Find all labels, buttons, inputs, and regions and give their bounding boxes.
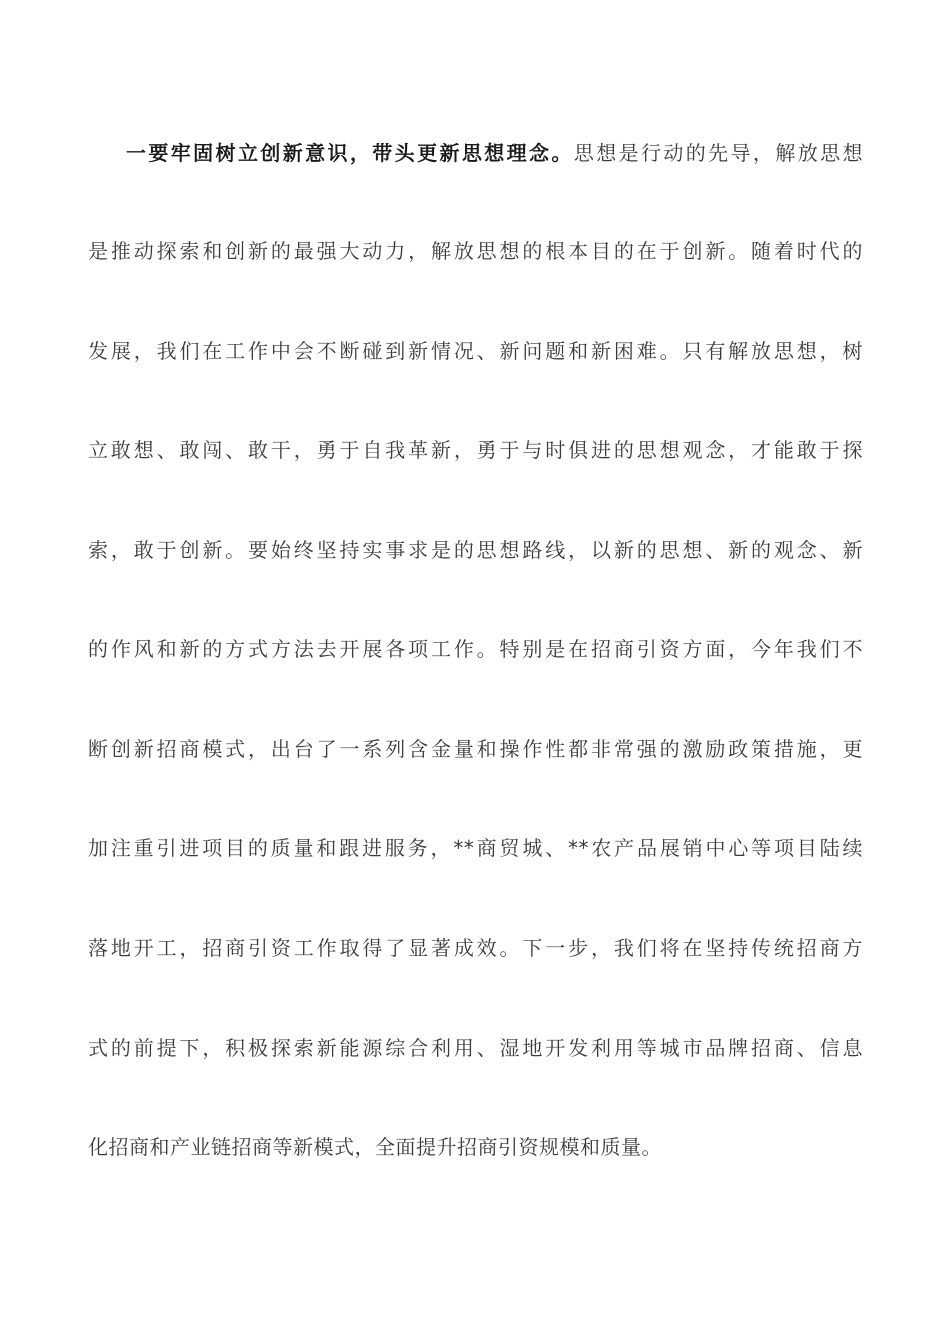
- paragraph-line-8: 加注重引进项目的质量和跟进服务，**商贸城、**农产品展销中心等项目陆续: [88, 836, 863, 860]
- paragraph-line-1: [126, 138, 863, 168]
- paragraph-line-6: 的作风和新的方式方法去开展各项工作。特别是在招商引资方面，今年我们不: [88, 637, 863, 661]
- paragraph-line-2: 是推动探索和创新的最强大动力，解放思想的根本目的在于创新。随着时代的: [88, 239, 863, 263]
- paragraph-line-10: 式的前提下，积极探索新能源综合利用、湿地开发利用等城市品牌招商、信息: [88, 1036, 863, 1060]
- paragraph-line-3: 发展，我们在工作中会不断碰到新情况、新问题和新困难。只有解放思想，树: [88, 339, 863, 363]
- paragraph-line-9: 落地开工，招商引资工作取得了显著成效。下一步，我们将在坚持传统招商方: [88, 936, 863, 960]
- paragraph-line-4: 立敢想、敢闯、敢干，勇于自我革新，勇于与时俱进的思想观念，才能敢于探: [88, 438, 863, 462]
- paragraph-line-1-text: 思想是行动的先导，解放思想: [573, 141, 863, 165]
- paragraph-lead-heading: 一要牢固树立创新意识，带头更新思想理念。: [126, 141, 574, 165]
- paragraph-line-7: 断创新招商模式，出台了一系列含金量和操作性都非常强的激励政策措施，更: [88, 737, 863, 761]
- paragraph-line-5: 索，敢于创新。要始终坚持实事求是的思想路线，以新的思想、新的观念、新: [88, 538, 863, 562]
- paragraph-line-11: 化招商和产业链招商等新模式，全面提升招商引资规模和质量。: [88, 1135, 662, 1159]
